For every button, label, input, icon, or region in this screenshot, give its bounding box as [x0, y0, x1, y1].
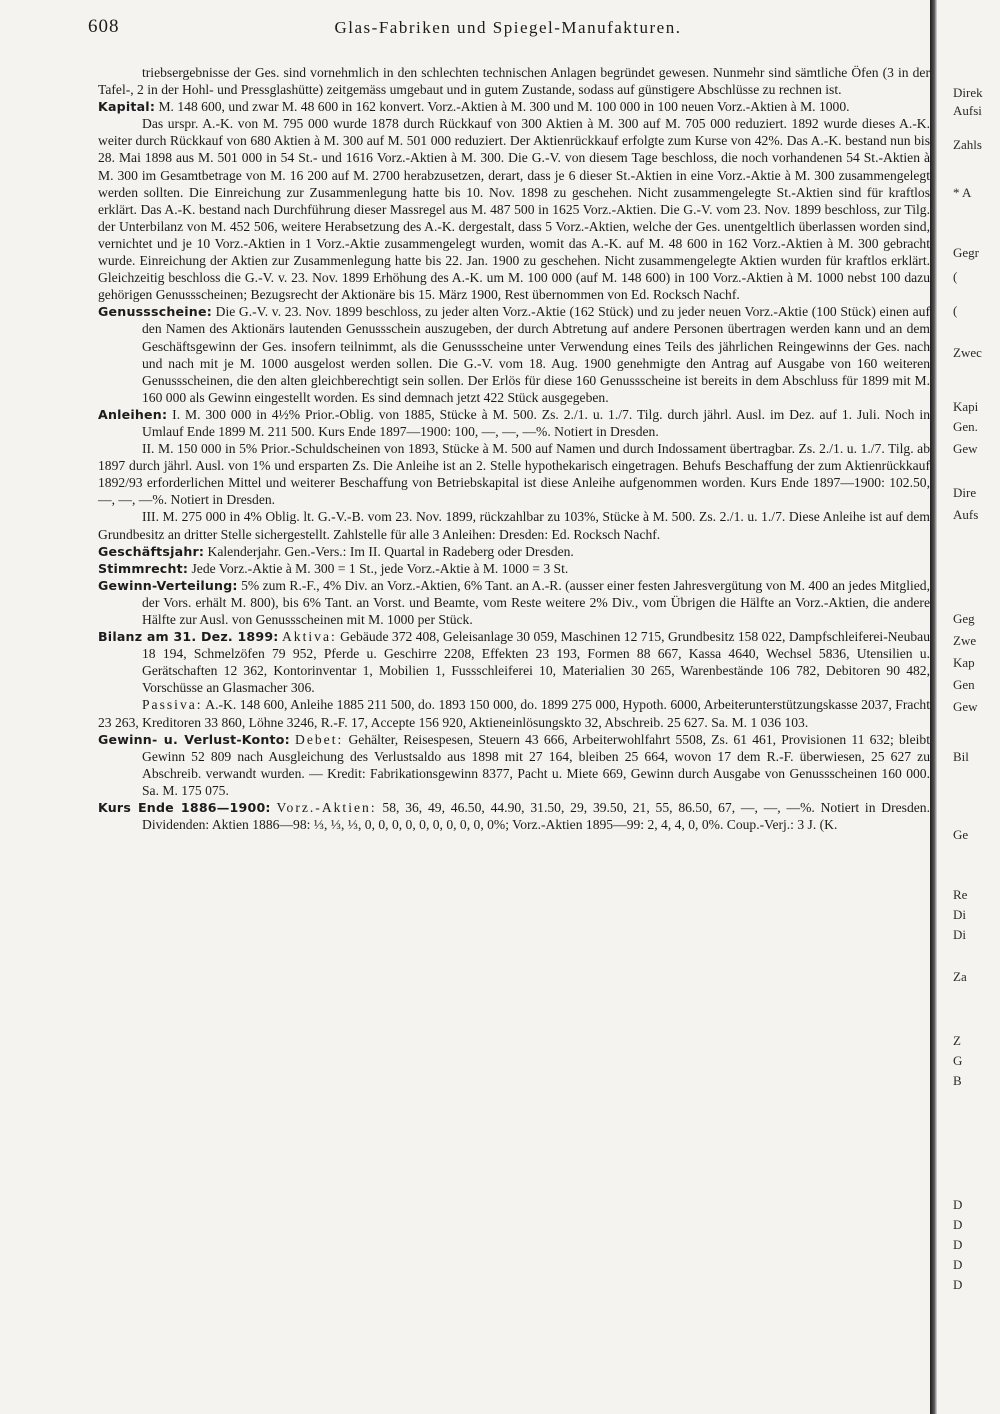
adjacent-page-fragment: Gew: [953, 441, 978, 456]
adjacent-page-fragment: Geg: [953, 611, 975, 626]
paragraph-text: M. 148 600, und zwar M. 48 600 in 162 konvert. Vorz.-Aktien à M. 300 und M. 100 000 in 100 neuen Vorz.-Aktien à M. 1000.: [158, 99, 850, 115]
adjacent-page-fragment: D: [953, 1277, 963, 1292]
adjacent-page-edge: [937, 0, 1000, 1414]
paragraph: [98, 560, 930, 577]
paragraph: [98, 731, 930, 799]
main-text-column: [98, 64, 930, 833]
adjacent-page-fragment: (: [953, 303, 958, 318]
paragraph-text: III. M. 275 000 in 4% Oblig. lt. G.-V.-B. vom 23. Nov. 1899, rückzahlbar zu 103%, Stücke à M. 500. Zs. 2./1. u. 1./7. Diese Anleihe ist auf dem Grundbesitz an dritter Stelle sichergestellt. Zahlstelle für alle 3 Anleihen: Dresden: Ed. Rocksch Nachf.: [98, 509, 930, 542]
paragraph-text: Gehälter, Reisespesen, Steuern 43 666, Arbeiterwohlfahrt 5508, Zs. 61 461, Provisionen 11 632; bleibt Gewinn 52 809 nach Ausgleichung des Verlustsaldo aus 1898 mit 27 164, bleiben 25 664, wovon 17 dem R.-F. überwiesen, 25 627 zu Abschreib. verwandt wurden. — Kredit: Fabrikationsgewinn 8377, Pacht u. Miete 669, Gewinn durch Ausgabe von Genussscheinen 160 000. Sa. M. 175 075.: [142, 731, 930, 798]
section-label: Gewinn- u. Verlust-Konto:: [98, 731, 290, 747]
adjacent-page-fragment: Z: [953, 1033, 961, 1048]
paragraph: [98, 577, 930, 628]
adjacent-page-fragment: Za: [953, 969, 967, 984]
adjacent-page-fragment: D: [953, 1257, 963, 1272]
adjacent-page-fragment: * A: [953, 185, 972, 200]
section-label: Genussscheine:: [98, 304, 212, 320]
paragraph-text: Jede Vorz.-Aktie à M. 300 = 1 St., jede Vorz.-Aktie à M. 1000 = 3 St.: [191, 560, 569, 576]
paragraph-text: 58, 36, 49, 46.50, 44.90, 31.50, 29, 39.50, 21, 55, 86.50, 67, —, —, —%. Notiert in Dresden. Dividenden: Aktien 1886—98: ⅓, ⅓, ⅓, 0, 0, 0, 0, 0, 0, 0, 0, 0, 0%; Vorz.-Aktien 1895—99: 2, 4, 4, 0, 0%. Coup.-Verj.: 3 J. (K.: [142, 800, 930, 833]
adjacent-page-fragment: D: [953, 1237, 963, 1252]
section-label: Stimmrecht:: [98, 560, 189, 576]
paragraph-text: Das urspr. A.-K. von M. 795 000 wurde 1878 durch Rückkauf von 300 Aktien à M. 300 auf M. 705 000 reduziert. 1892 wurde dieses A.-K. weiter durch Rückkauf von 680 Aktien à M. 300 auf M. 501 000 reduziert. Der Aktienrückkauf erfolgte zum Kurse von 42%. Das A.-K. bestand nun bis 28. Mai 1898 aus M. 501 000 in 54 St.- und 1616 Vorz.-Aktien à M. 300. Die G.-V. von diesem Tage beschloss, die noch vorhandenen 54 St.-Aktien à M. 300 im Gesamtbetrage von M. 16 200 auf M. 2700 herabzusetzen, derart, dass je 6 dieser St.-Aktien in eine Vorz.-Aktie à M. 300 zusammengelegt werden sollten. Die Einreichung zur Zusammenlegung hatte bis 10. Nov. 1898 zu geschehen. Nicht zusammengelegte St.-Aktien sind für kraftlos erklärt. Das A.-K. bestand nach Durchführung dieser Massregel aus M. 487 500 in 1625 Vorz.-Aktien. Die G.-V. vom 23. Nov. 1899 beschloss, zur Tilg. der Unterbilanz von M. 452 506, weitere Herabsetzung des A.-K. dergestalt, dass 5 Vorz.-Aktien, welche der Ges. unentgeltlich überlassen worden sind, vernichtet und je 10 Vorz.-Aktien in 1 Vorz.-Aktie zusammengelegt wurden, womit das A.-K. auf M. 48 600 in 162 Vorz.-Aktien à M. 300 gebracht wurde. Einreichung der Aktien zur Zusammenlegung hatte bis 22. Jan. 1900 zu geschehen. Nicht zusammengelegte Aktien wurden für kraftlos erklärt. Gleichzeitig beschloss die G.-V. v. 23. Nov. 1899 Erhöhung des A.-K. um M. 100 000 (auf M. 148 600) in 100 Vorz.-Aktien à M. 1000 nebst 100 dazu gehörigen Genussscheinen; Bezugsrecht der Aktionäre bis 15. März 1900, Rest übernommen von Ed. Rocksch Nachf.: [98, 116, 930, 303]
paragraph-text: I. M. 300 000 in 4½% Prior.-Oblig. von 1885, Stücke à M. 500. Zs. 2./1. u. 1./7. Tilg. durch jährl. Ausl. im Dez. auf 1. Juli. Noch in Umlauf Ende 1899 M. 211 500. Kurs Ende 1897—1900: 100, —, —, —%. Notiert in Dresden.: [142, 406, 930, 439]
adjacent-page-fragment: Zwec: [953, 345, 982, 360]
adjacent-page-fragment: Direk: [953, 85, 983, 100]
adjacent-page-fragment: B: [953, 1073, 962, 1088]
paragraph-text: A.-K. 148 600, Anleihe 1885 211 500, do. 1893 150 000, do. 1899 275 000, Hypoth. 6000, Arbeiterunterstützungskasse 2037, Fracht 23 263, Kreditoren 33 860, Löhne 3246, R.-F. 17, Accepte 156 920, Aktieneinlösungskto 32, Abschreib. 25 627. Sa. M. 1 036 103.: [98, 697, 930, 730]
paragraph-text: triebsergebnisse der Ges. sind vornehmlich in den schlechten technischen Anlagen begründet gewesen. Nunmehr sind sämtliche Öfen (3 in der Tafel-, 2 in der Hohl- und Pressglashütte) zeitgemäss umgebaut und in gutem Zustande, sodass auf günstigere Abschlüsse zu rechnen ist.: [98, 65, 930, 98]
section-label: Gewinn-Verteilung:: [98, 577, 238, 593]
page-number: 608: [88, 16, 120, 37]
section-label: Anleihen:: [98, 406, 168, 422]
section-label: Kurs Ende 1886—1900:: [98, 800, 271, 816]
adjacent-page-fragment: D: [953, 1217, 963, 1232]
paragraph: [98, 628, 930, 696]
adjacent-page-fragment: Zwe: [953, 633, 977, 648]
adjacent-page-fragment: G: [953, 1053, 963, 1068]
adjacent-page-fragment: Zahls: [953, 137, 982, 152]
book-gutter: [930, 0, 937, 1414]
paragraph: [98, 303, 930, 406]
paragraph-text: Die G.-V. v. 23. Nov. 1899 beschloss, zu jeder alten Vorz.-Aktie (162 Stück) und zu jeder neuen Vorz.-Aktie (100 Stück) einen auf den Namen des Aktionärs lautenden Genussschein auszugeben, der durch Abtretung auf andere Personen übertragen werden kann und an dem Geschäftsgewinn der Ges. insofern teilnimmt, als die Genussscheine unter Verwendung eines Teils des jährlichen Reingewinns der Ges. nach und nach mit je M. 1000 ausgelost werden sollen. Die G.-V. vom 18. Aug. 1900 genehmigte den Antrag auf Ausgabe von 160 weiteren Genussscheinen, die den alten gleichberechtigt sein sollen. Der Erlös für diese 160 Genussscheine ist bereits in dem Abschluss für 1899 mit M. 160 000 als Gewinn eingestellt worden. Es sind demnach jetzt 422 Stück ausgegeben.: [142, 304, 930, 405]
paragraph: [98, 696, 930, 730]
adjacent-page-fragment: Ge: [953, 827, 969, 842]
paragraph: [98, 508, 930, 542]
running-title: Glas-Fabriken und Spiegel-Manufakturen.: [334, 18, 682, 37]
paragraph: [98, 115, 930, 303]
adjacent-page-fragment: Aufsi: [953, 103, 982, 118]
adjacent-page-fragment: Kapi: [953, 399, 979, 414]
paragraph: [98, 64, 930, 98]
paragraph: [98, 440, 930, 508]
adjacent-page-fragment: Di: [953, 907, 966, 922]
paragraph: [98, 799, 930, 833]
paragraph-text: II. M. 150 000 in 5% Prior.-Schuldscheinen von 1893, Stücke à M. 500 auf Namen und durch Indossament übertragbar. Zs. 2./1. u. 1./7. Tilg. ab 1897 durch jährl. Ausl. von 1% und ersparten Zs. Die Anleihe ist an 2. Stelle hypothekarisch eingetragen. Behufs Beschaffung der zum Aktienrückkauf 1892/93 erforderlichen Mittel und weiterer Beschaffung von Betriebskapital ist diese Anleihe aufgenommen worden. Kurs Ende 1897—1900: 102.50, —, —, —%. Notiert in Dresden.: [98, 441, 930, 508]
paragraph-text: 5% zum R.-F., 4% Div. an Vorz.-Aktien, 6% Tant. an A.-R. (ausser einer festen Jahresvergütung von M. 400 an jedes Mitglied, der Vors. erhält M. 800), bis 6% Tant. an Vorst. und Beamte, vom Reste weitere 2% Div., vom Übrigen die Hälfte an Vorz.-Aktien, die andere Hälfte zur Ausl. von Genussscheinen mit M. 1000 per Stück.: [142, 577, 930, 627]
adjacent-page-fragment: (: [953, 269, 958, 284]
paragraph-text: Kalenderjahr. Gen.-Vers.: Im II. Quartal in Radeberg oder Dresden.: [207, 543, 574, 559]
adjacent-page-fragment: Di: [953, 927, 966, 942]
adjacent-page-fragment: D: [953, 1197, 963, 1212]
section-label: Bilanz am 31. Dez. 1899:: [98, 629, 279, 645]
spaced-term: Debet:: [295, 731, 344, 747]
adjacent-page-fragment: Gen.: [953, 419, 978, 434]
paragraph-text: Gebäude 372 408, Geleisanlage 30 059, Maschinen 12 715, Grundbesitz 158 022, Dampfschleiferei-Neubau 18 194, Schmelzöfen 79 952, Pferde u. Geschirre 2208, Effekten 23 193, Formen 88 667, Kassa 4640, Wechsel 5836, Utensilien u. Gerätschaften 12 362, Kontorinventar 1, Mobilien 1, Fussschleiferei 10, Materialien 30 265, Warenbestände 106 782, Debitoren 90 482, Vorschüsse an Glasmacher 306.: [142, 629, 931, 696]
section-label: Kapital:: [98, 99, 156, 115]
adjacent-page-fragment: Bil: [953, 749, 969, 764]
spaced-term: Vorz.-Aktien:: [276, 800, 377, 816]
adjacent-page-fragment: Kap: [953, 655, 975, 670]
section-label: Geschäftsjahr:: [98, 543, 205, 559]
adjacent-page-fragment: Gen: [953, 677, 975, 692]
adjacent-page-fragment: Gew: [953, 699, 978, 714]
adjacent-page-fragment: Aufs: [953, 507, 979, 522]
spaced-term: Aktiva:: [281, 629, 337, 645]
paragraph: [98, 543, 930, 560]
adjacent-page-fragment: Gegr: [953, 245, 979, 260]
paragraph: [98, 98, 930, 115]
page-header: [88, 16, 928, 42]
adjacent-page-fragment: Re: [953, 887, 968, 902]
adjacent-page-fragment: Dire: [953, 485, 977, 500]
spaced-term: Passiva:: [142, 697, 203, 713]
paragraph: [98, 406, 930, 440]
